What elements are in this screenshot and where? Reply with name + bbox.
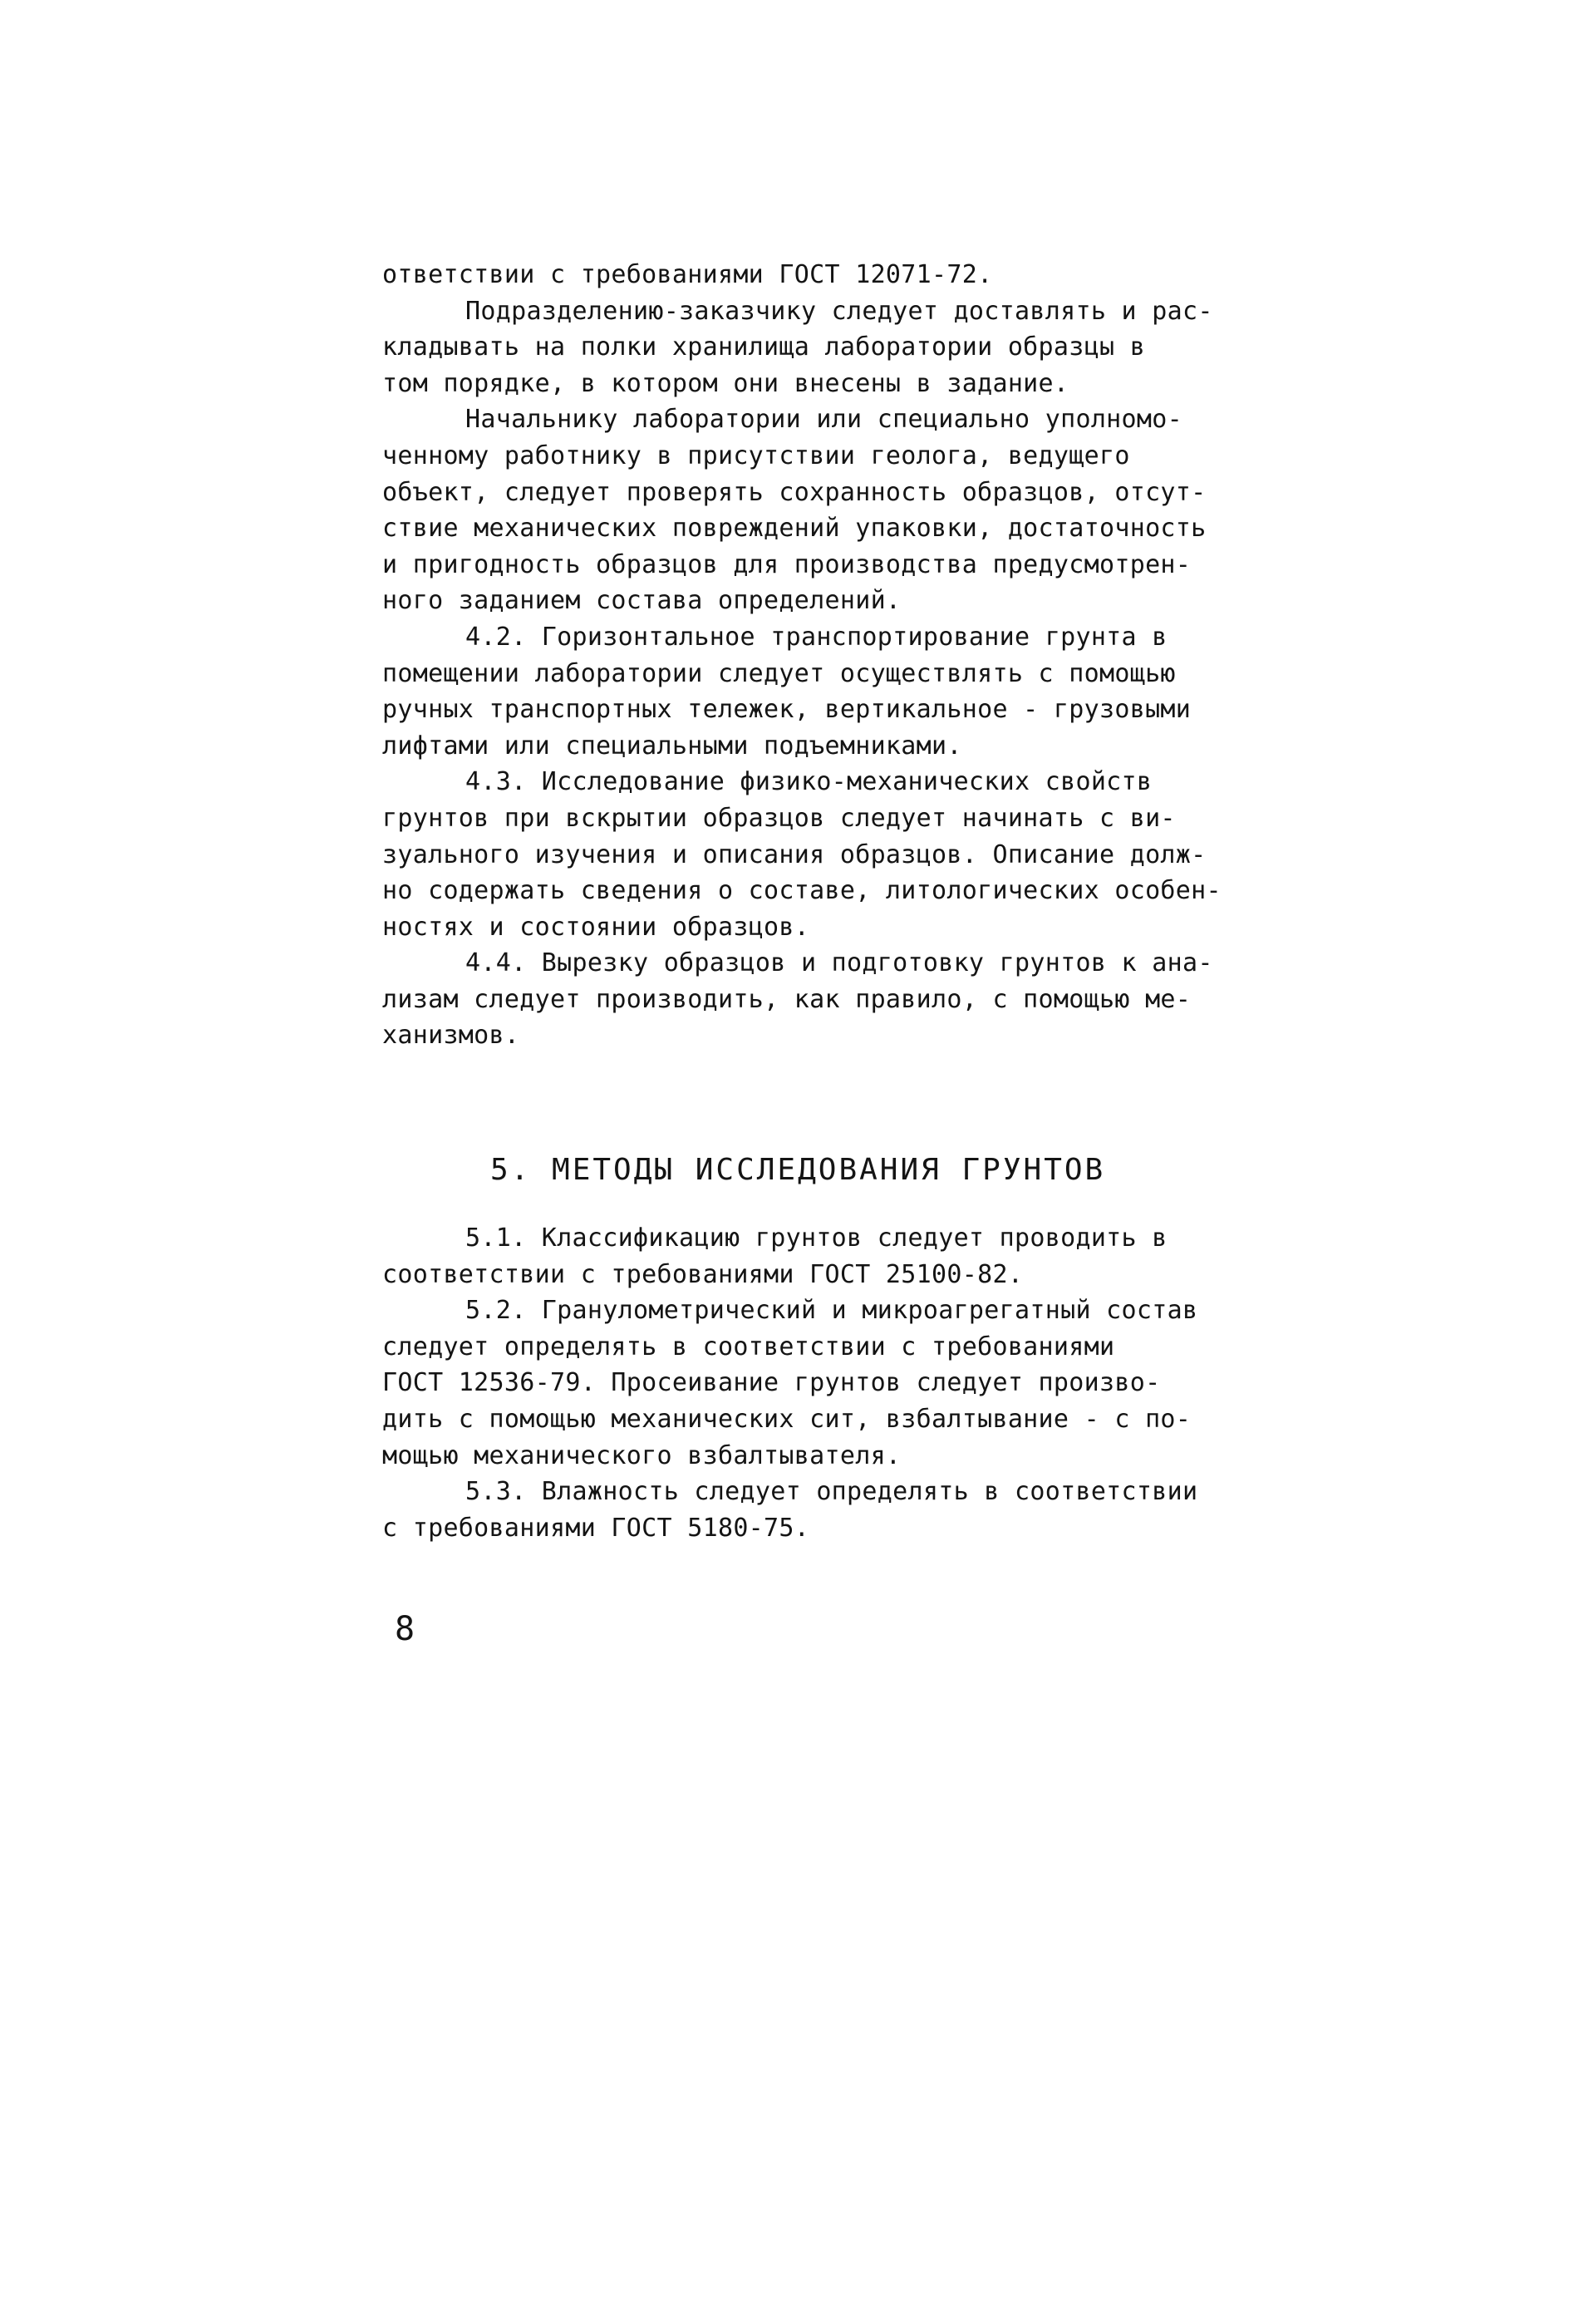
text-line: и пригодность образцов для производства предусмотрен- xyxy=(382,549,1192,579)
text-line: ручных транспортных тележек, вертикальное - грузовыми xyxy=(382,695,1192,725)
section-heading: 5. МЕТОДЫ ИССЛЕДОВАНИЯ ГРУНТОВ xyxy=(490,1153,1106,1187)
text-line: с требованиями ГОСТ 5180-75. xyxy=(382,1513,810,1543)
text-line: дить с помощью механических сит, взбалтывание - с по- xyxy=(382,1404,1192,1434)
text-line: ностях и состоянии образцов. xyxy=(382,912,810,942)
text-line: 4.3. Исследование физико-механических свойств xyxy=(465,767,1153,797)
text-line: помещении лаборатории следует осуществлять с помощью xyxy=(382,658,1176,688)
intro-text-block xyxy=(382,257,1296,1054)
text-line: грунтов при вскрытии образцов следует начинать с ви- xyxy=(382,803,1176,833)
text-line: ствие механических повреждений упаковки, достаточность xyxy=(382,514,1207,544)
text-line: следует определять в соответствии с требованиями xyxy=(382,1332,1115,1361)
text-line: 4.4. Вырезку образцов и подготовку грунтов к ана- xyxy=(465,948,1213,978)
page-number: 8 xyxy=(395,1610,415,1648)
text-line: зуального изучения и описания образцов. Описание долж- xyxy=(382,839,1207,869)
text-line: 4.2. Горизонтальное транспортирование грунта в xyxy=(465,622,1168,652)
text-line: ного заданием состава определений. xyxy=(382,586,902,616)
text-line: Начальнику лаборатории или специально уполномо- xyxy=(465,405,1182,435)
section-text-block xyxy=(382,1220,1296,1546)
text-line: том порядке, в котором они внесены в задание. xyxy=(382,368,1069,398)
text-line: лизам следует производить, как правило, с помощью ме- xyxy=(382,984,1192,1014)
text-line: ГОСТ 12536-79. Просеивание грунтов следует произво- xyxy=(382,1368,1161,1398)
text-line: мощью механического взбалтывателя. xyxy=(382,1440,902,1470)
text-line: лифтами или специальными подъемниками. xyxy=(382,731,962,761)
text-line: 5.2. Гранулометрический и микроагрегатный состав xyxy=(465,1296,1198,1326)
text-line: 5.3. Влажность следует определять в соответствии xyxy=(465,1477,1198,1507)
text-line: ханизмов. xyxy=(382,1021,520,1051)
text-line: ответствии с требованиями ГОСТ 12071-72. xyxy=(382,260,993,289)
text-line: ченному работнику в присутствии геолога, ведущего xyxy=(382,441,1130,470)
text-line: соответствии с требованиями ГОСТ 25100-82. xyxy=(382,1259,1024,1289)
text-line: Подразделению-заказчику следует доставлять и рас- xyxy=(465,296,1213,326)
text-line: объект, следует проверять сохранность образцов, отсут- xyxy=(382,477,1207,507)
text-line: 5.1. Классификацию грунтов следует проводить в xyxy=(465,1224,1168,1253)
text-line: кладывать на полки хранилища лаборатории образцы в xyxy=(382,332,1146,362)
text-line: но содержать сведения о составе, литологических особен- xyxy=(382,876,1222,906)
